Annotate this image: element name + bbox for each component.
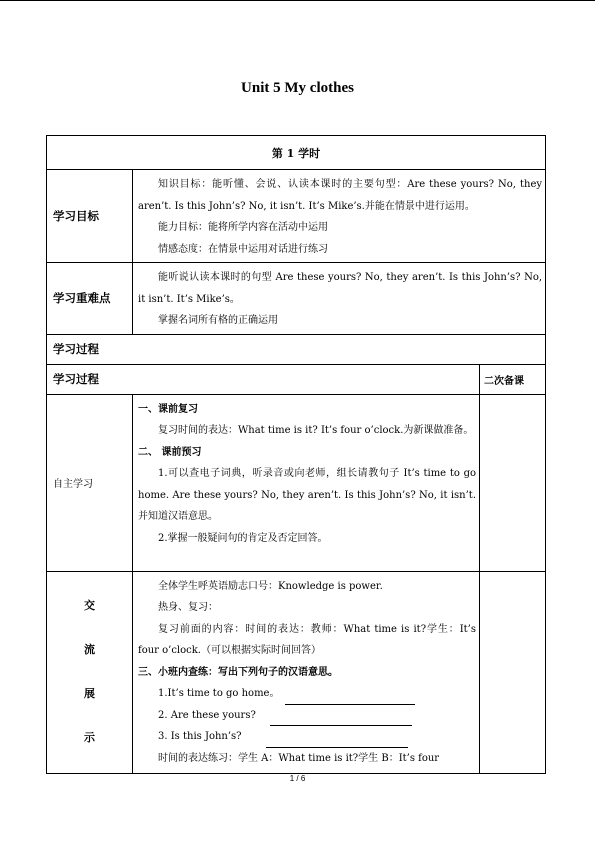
- key-point-2: 掌握名词所有格的正确运用: [158, 315, 278, 326]
- page-number: 1 / 6: [289, 774, 306, 783]
- process-header-2: 学习过程: [47, 364, 480, 394]
- exercise-2: [138, 705, 476, 727]
- self-study-para-1: 复习时间的表达：What time is it? It’s four o’clock.为新课做准备。: [158, 425, 474, 436]
- exchange-line-3: 复习前面的内容：时间的表达：教师：What time is it?学生：It’s four o’clock.（可以根据实际时间回答）: [138, 623, 476, 656]
- exchange-notes-cell: [480, 571, 546, 773]
- ability-objective: 能力目标：能将所学内容在活动中运用: [158, 222, 328, 233]
- exchange-label-char-4: 示: [84, 730, 95, 744]
- document-title: Unit 5 My clothes: [241, 80, 354, 96]
- exchange-line-2: 热身、复习：: [158, 602, 218, 613]
- exchange-content: [133, 571, 480, 773]
- exchange-label-char-2: 流: [84, 642, 95, 656]
- exercise-1: [138, 683, 476, 705]
- answer-blank-3[interactable]: [266, 735, 408, 748]
- exchange-label: [47, 571, 133, 773]
- lesson-plan-table: [46, 135, 546, 774]
- key-points-content: [133, 263, 546, 335]
- emotion-objective: 情感态度：在情景中运用对话进行练习: [158, 243, 328, 255]
- exchange-label-char-1: 交: [84, 598, 95, 612]
- self-study-para-2: 1.可以查电子词典，听录音或向老师，组长请教句子 It’s time to go home. Are these yours? No, they aren’t. Is this John’s? No, it isn’t.并知道汉语意思。: [138, 468, 476, 522]
- exchange-label-char-3: 展: [84, 686, 95, 700]
- exercise-2-text: 2. Are these yours?: [158, 709, 256, 721]
- second-prep-label: 二次备课: [480, 364, 546, 394]
- header-rule: [0, 0, 595, 1]
- self-study-heading-1: 一、课前复习: [138, 403, 198, 415]
- exercise-3-text: 3. Is this John’s?: [158, 731, 242, 742]
- key-point-1: 能听说认读本课时的句型 Are these yours? No, they aren’t. Is this John’s? No, it isn’t. It’s Mike’s。: [138, 272, 543, 305]
- exchange-heading-3: 三、小班内查练：写出下列句子的汉语意思。: [138, 666, 338, 678]
- exchange-line-4: 时间的表达练习：学生 A：What time is it?学生 B：It’s four: [158, 752, 440, 764]
- self-study-para-3: 2.掌握一般疑问句的肯定及否定回答。: [158, 532, 328, 544]
- self-study-heading-2: 二、 课前预习: [138, 446, 202, 458]
- exercise-3: [138, 726, 476, 748]
- key-points-label: 学习重难点: [47, 263, 133, 335]
- self-study-notes-cell: [480, 394, 546, 571]
- self-study-label: 自主学习: [47, 394, 133, 571]
- knowledge-objective: 知识目标：能听懂、会说、认读本课时的主要句型：Are these yours? No, they aren’t. Is this John’s? No, it isn’t. It’s Mike’s.并能在情景中进行运用。: [138, 179, 543, 212]
- self-study-content: [133, 394, 480, 571]
- exchange-line-1: 全体学生呼英语励志口号：Knowledge is power.: [158, 580, 383, 592]
- answer-blank-2[interactable]: [270, 713, 412, 726]
- objectives-label: 学习目标: [47, 170, 133, 263]
- objectives-content: [133, 170, 546, 263]
- process-header: 学习过程: [47, 334, 546, 364]
- exercise-1-text: 1.It’s time to go home。: [158, 688, 280, 699]
- lesson-header: 第 1 学时: [47, 136, 546, 170]
- answer-blank-1[interactable]: [285, 692, 415, 705]
